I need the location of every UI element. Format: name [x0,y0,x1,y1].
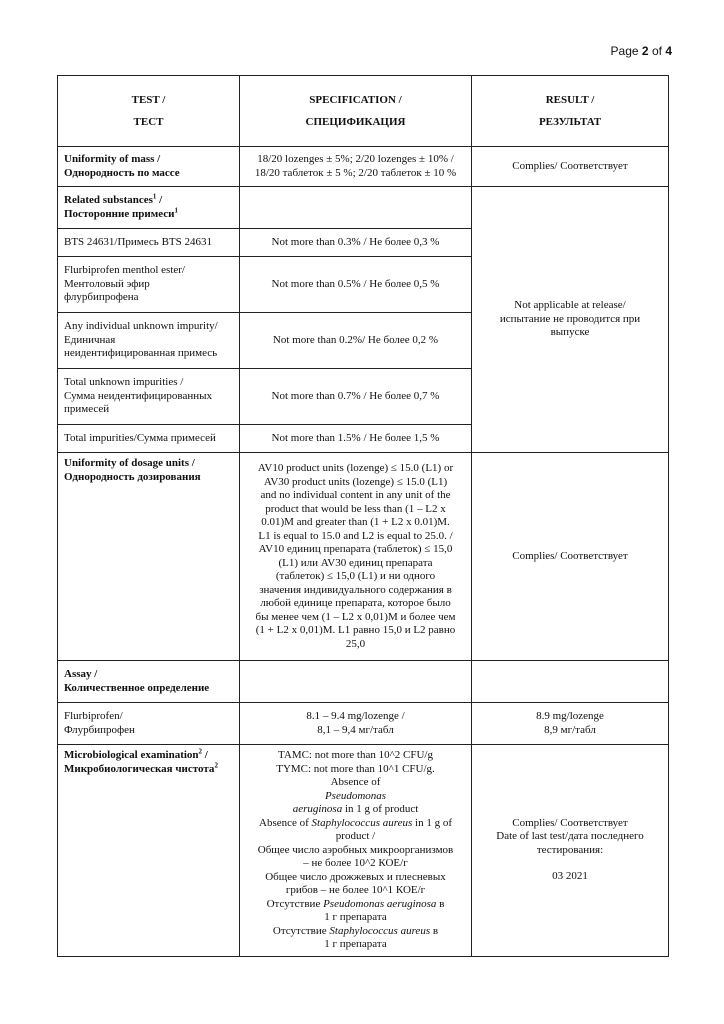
result-cell: Complies/ Соответствует Date of last test/дата последнего тестирования: 03 2021 [472,745,669,957]
row-uniformity-of-mass [58,147,669,187]
spec-cell: 18/20 lozenges ± 5%; 2/20 lozenges ± 10% / 18/20 таблеток ± 5 %; 2/20 таблеток ± 10 % [240,147,472,187]
result-cell: Complies/ Соответствует [472,147,669,187]
page-number: Page 2 of 4 [610,44,672,58]
test-cell: Flurbiprofen menthol ester/ Ментоловый эфир флурбипрофена [58,257,240,313]
row-assay [58,661,669,703]
spec-cell: TAMC: not more than 10^2 CFU/g TYMC: not more than 10^1 CFU/g. Absence of Pseudomonas aeruginosa in 1 g of product Absence of Staphylococcus aureus in 1 g of product / Общее число аэробных микроорганизмов – не более 10^2 КОЕ/г Общее число дрожжевых и плесневых грибов – не более 10^1 КОЕ/г Отсутствие Pseudomonas aeruginosa в 1 г препарата Отсутствие Staphylococcus aureus в 1 г препарата [240,745,472,957]
test-cell: BTS 24631/Примесь BTS 24631 [58,229,240,257]
spec-cell: Not more than 0.3% / Не более 0,3 % [240,229,472,257]
header-test: TEST / ТЕСТ [58,76,240,147]
result-cell [472,661,669,703]
result-cell: Complies/ Соответствует [472,453,669,661]
row-related-substances [58,187,669,229]
test-cell: Flurbiprofen/ Флурбипрофен [58,703,240,745]
spec-cell: Not more than 0.7% / Не более 0,7 % [240,369,472,425]
spec-cell [240,661,472,703]
test-cell: Total unknown impurities / Сумма неидентифицированных примесей [58,369,240,425]
row-flurbiprofen [58,703,669,745]
spec-cell [240,187,472,229]
test-cell: Any individual unknown impurity/ Единичная неидентифицированная примесь [58,313,240,369]
header-result: RESULT / РЕЗУЛЬТАТ [472,76,669,147]
spec-cell: AV10 product units (lozenge) ≤ 15.0 (L1) or AV30 product units (lozenge) ≤ 15.0 (L1) and no individual content in any unit of the product that would be less than (1 – L2 x 0.01)M and greater than (1 + L2 x 0.01)M. L1 is equal to 15.0 and L2 is equal to 25.0. / AV10 единиц препарата (таблеток) ≤ 15,0 (L1) или AV30 единиц препарата (таблеток) ≤ 15,0 (L1) и ни одного значения индивидуального содержания в любой единице препарата, которое было бы менее чем (1 – L2 x 0,01)M и более чем (1 + L2 x 0,01)M. L1 равно 15,0 и L2 равно 25,0 [240,453,472,661]
row-uniformity-of-dosage [58,453,669,661]
spec-cell: 8.1 – 9.4 mg/lozenge / 8,1 – 9,4 мг/табл [240,703,472,745]
test-cell: Microbiological examination$^2$ / Микробиологическая чистота$^2$ [58,745,240,957]
test-cell: Related substances$^1$ / Посторонние примеси$^1$ [58,187,240,229]
test-cell: Uniformity of mass / Однородность по массе [58,147,240,187]
test-cell: Assay / Количественное определение [58,661,240,703]
result-cell: 8.9 mg/lozenge 8,9 мг/табл [472,703,669,745]
specification-table [57,75,669,957]
header-specification: SPECIFICATION / СПЕЦИФИКАЦИЯ [240,76,472,147]
spec-cell: Not more than 1.5% / Не более 1,5 % [240,425,472,453]
header-row [58,76,669,147]
spec-cell: Not more than 0.2%/ Не более 0,2 % [240,313,472,369]
test-cell: Uniformity of dosage units / Однородность дозирования [58,453,240,661]
row-microbiological [58,745,669,957]
spec-cell: Not more than 0.5% / Не более 0,5 % [240,257,472,313]
result-cell-related: Not applicable at release/ испытание не проводится при выпуске [472,187,669,453]
test-cell: Total impurities/Сумма примесей [58,425,240,453]
